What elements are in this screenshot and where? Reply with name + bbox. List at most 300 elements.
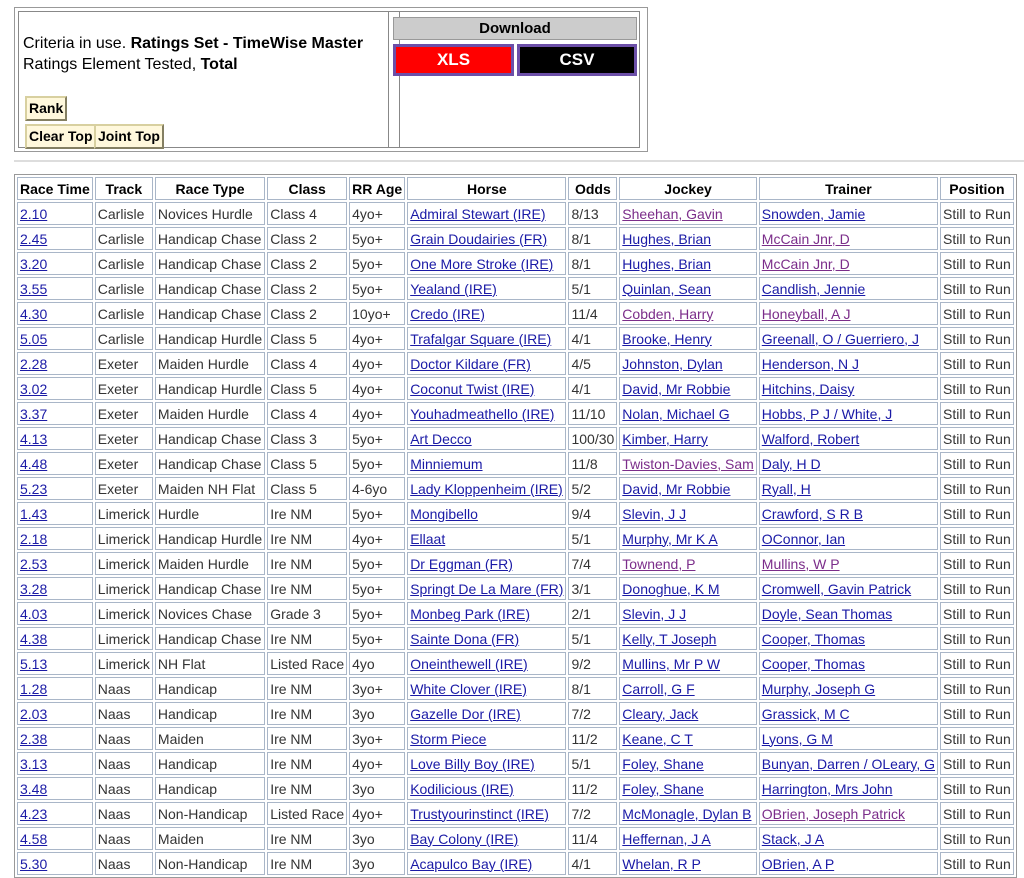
table-row xyxy=(17,552,1014,575)
odds-cell: 5/1 xyxy=(568,752,617,775)
trainer-link[interactable]: Ryall, H xyxy=(761,480,811,497)
track-cell: Naas xyxy=(95,727,153,750)
trainer-cell xyxy=(759,477,938,500)
jockey-cell xyxy=(619,427,756,450)
table-row xyxy=(17,602,1014,625)
trainer-cell xyxy=(759,402,938,425)
csv-download-button[interactable]: CSV xyxy=(517,44,637,76)
age-cell: 4-6yo xyxy=(349,477,405,500)
trainer-cell xyxy=(759,602,938,625)
trainer-cell xyxy=(759,552,938,575)
trainer-cell xyxy=(759,752,938,775)
trainer-link[interactable]: Hitchins, Daisy xyxy=(761,380,855,397)
race-time-link[interactable]: 5.05 xyxy=(20,330,48,347)
age-cell: 4yo+ xyxy=(349,352,405,375)
odds-cell: 5/2 xyxy=(568,477,617,500)
race-type-cell: Handicap xyxy=(155,677,265,700)
element-tested-value: Total xyxy=(200,56,238,73)
race-time-link[interactable]: 4.23 xyxy=(20,805,48,822)
race-type-cell: Handicap Chase xyxy=(155,277,265,300)
horse-link[interactable]: Grain Doudairies (FR) xyxy=(410,230,548,247)
horse-cell xyxy=(407,252,566,275)
horse-link[interactable]: Admiral Stewart (IRE) xyxy=(410,205,546,222)
position-cell: Still to Run xyxy=(940,427,1014,450)
race-time-link[interactable]: 4.13 xyxy=(20,430,48,447)
table-row xyxy=(17,427,1014,450)
trainer-link[interactable]: OBrien, Joseph Patrick xyxy=(761,805,905,822)
trainer-link[interactable]: Candlish, Jennie xyxy=(761,280,866,297)
table-row xyxy=(17,277,1014,300)
races-table-body xyxy=(17,202,1014,875)
jockey-link[interactable]: Slevin, J J xyxy=(622,605,687,622)
horse-cell xyxy=(407,452,566,475)
horse-link[interactable]: Dr Eggman (FR) xyxy=(410,555,513,572)
horse-link[interactable]: Youhadmeathello (IRE) xyxy=(410,405,555,422)
track-cell: Naas xyxy=(95,677,153,700)
table-row xyxy=(17,677,1014,700)
age-cell: 5yo+ xyxy=(349,452,405,475)
horse-link[interactable]: Acapulco Bay (IRE) xyxy=(410,855,533,872)
horse-cell xyxy=(407,777,566,800)
horse-cell xyxy=(407,577,566,600)
race-type-cell: Novices Chase xyxy=(155,602,265,625)
table-header-row xyxy=(17,177,1014,200)
trainer-link[interactable]: Henderson, N J xyxy=(761,355,860,372)
race-type-cell: Maiden Hurdle xyxy=(155,352,265,375)
table-row xyxy=(17,252,1014,275)
race-time-link[interactable]: 4.38 xyxy=(20,630,48,647)
age-cell: 4yo+ xyxy=(349,402,405,425)
horse-link[interactable]: White Clover (IRE) xyxy=(410,680,527,697)
race-time-link[interactable]: 3.55 xyxy=(20,280,48,297)
age-cell: 5yo+ xyxy=(349,252,405,275)
race-type-cell: Handicap Chase xyxy=(155,252,265,275)
trainer-link[interactable]: OConnor, Ian xyxy=(761,530,846,547)
class-cell: Class 4 xyxy=(267,402,347,425)
race-type-cell: Handicap xyxy=(155,777,265,800)
jockey-link[interactable]: Heffernan, J A xyxy=(622,830,711,847)
race-time-cell xyxy=(17,827,93,850)
odds-cell: 8/1 xyxy=(568,677,617,700)
column-header: Jockey xyxy=(619,177,756,200)
race-time-link[interactable]: 2.03 xyxy=(20,705,48,722)
class-cell: Ire NM xyxy=(267,777,347,800)
trainer-link[interactable]: Snowden, Jamie xyxy=(761,205,866,222)
race-time-link[interactable]: 3.37 xyxy=(20,405,48,422)
jockey-link[interactable]: David, Mr Robbie xyxy=(622,380,731,397)
jockey-cell xyxy=(619,402,756,425)
trainer-link[interactable]: OBrien, A P xyxy=(761,855,835,872)
race-time-link[interactable]: 3.48 xyxy=(20,780,48,797)
trainer-link[interactable]: Cromwell, Gavin Patrick xyxy=(761,580,912,597)
horse-link[interactable]: Gazelle Dor (IRE) xyxy=(410,705,521,722)
horse-link[interactable]: Doctor Kildare (FR) xyxy=(410,355,531,372)
horse-link[interactable]: Art Decco xyxy=(410,430,472,447)
class-cell: Ire NM xyxy=(267,702,347,725)
race-type-cell: Handicap Chase xyxy=(155,627,265,650)
race-time-link[interactable]: 5.23 xyxy=(20,480,48,497)
column-header: Position xyxy=(940,177,1014,200)
table-row xyxy=(17,202,1014,225)
track-cell: Carlisle xyxy=(95,202,153,225)
trainer-link[interactable]: Walford, Robert xyxy=(761,430,860,447)
trainer-link[interactable]: Hobbs, P J / White, J xyxy=(761,405,893,422)
table-row xyxy=(17,727,1014,750)
jockey-cell xyxy=(619,802,756,825)
jockey-link[interactable]: Whelan, R P xyxy=(622,855,701,872)
race-time-link[interactable]: 2.38 xyxy=(20,730,48,747)
odds-cell: 8/1 xyxy=(568,227,617,250)
horse-cell xyxy=(407,477,566,500)
trainer-link[interactable]: Mullins, W P xyxy=(761,555,840,572)
table-row xyxy=(17,402,1014,425)
horse-link[interactable]: Yealand (IRE) xyxy=(410,280,497,297)
class-cell: Class 5 xyxy=(267,327,347,350)
race-time-link[interactable]: 3.02 xyxy=(20,380,48,397)
race-time-link[interactable]: 3.13 xyxy=(20,755,48,772)
trainer-link[interactable]: Daly, H D xyxy=(761,455,821,472)
track-cell: Naas xyxy=(95,802,153,825)
class-cell: Listed Race xyxy=(267,802,347,825)
position-cell: Still to Run xyxy=(940,702,1014,725)
age-cell: 4yo+ xyxy=(349,527,405,550)
track-cell: Exeter xyxy=(95,427,153,450)
jockey-link[interactable]: Carroll, G F xyxy=(622,680,695,697)
class-cell: Class 5 xyxy=(267,477,347,500)
age-cell: 3yo+ xyxy=(349,677,405,700)
horse-cell xyxy=(407,227,566,250)
jockey-link[interactable]: Cleary, Jack xyxy=(622,705,699,722)
race-time-cell xyxy=(17,752,93,775)
table-row xyxy=(17,652,1014,675)
jockey-cell xyxy=(619,577,756,600)
trainer-link[interactable]: Harrington, Mrs John xyxy=(761,780,893,797)
position-cell: Still to Run xyxy=(940,402,1014,425)
horse-link[interactable]: One More Stroke (IRE) xyxy=(410,255,554,272)
odds-cell: 100/30 xyxy=(568,427,617,450)
jockey-cell xyxy=(619,727,756,750)
rank-button[interactable]: Rank xyxy=(25,96,67,121)
odds-cell: 4/1 xyxy=(568,327,617,350)
class-cell: Class 2 xyxy=(267,277,347,300)
race-type-cell: Hurdle xyxy=(155,502,265,525)
table-row xyxy=(17,852,1014,875)
position-cell: Still to Run xyxy=(940,352,1014,375)
race-time-link[interactable]: 2.28 xyxy=(20,355,48,372)
age-cell: 3yo xyxy=(349,852,405,875)
horse-link[interactable]: Trafalgar Square (IRE) xyxy=(410,330,552,347)
odds-cell: 5/1 xyxy=(568,627,617,650)
race-time-link[interactable]: 1.43 xyxy=(20,505,48,522)
track-cell: Exeter xyxy=(95,352,153,375)
race-time-cell xyxy=(17,702,93,725)
age-cell: 4yo xyxy=(349,652,405,675)
xls-download-button[interactable]: XLS xyxy=(393,44,514,76)
position-cell: Still to Run xyxy=(940,252,1014,275)
horse-link[interactable]: Lady Kloppenheim (IRE) xyxy=(410,480,563,497)
class-cell: Class 5 xyxy=(267,377,347,400)
race-time-link[interactable]: 2.45 xyxy=(20,230,48,247)
horse-link[interactable]: Bay Colony (IRE) xyxy=(410,830,519,847)
table-row xyxy=(17,452,1014,475)
jockey-link[interactable]: Foley, Shane xyxy=(622,755,704,772)
jockey-link[interactable]: Quinlan, Sean xyxy=(622,280,712,297)
jockey-cell xyxy=(619,627,756,650)
race-time-link[interactable]: 4.03 xyxy=(20,605,48,622)
race-time-cell xyxy=(17,302,93,325)
jockey-link[interactable]: McMonagle, Dylan B xyxy=(622,805,752,822)
jockey-cell xyxy=(619,277,756,300)
trainer-link[interactable]: McCain Jnr, D xyxy=(761,230,850,247)
jockey-link[interactable]: Hughes, Brian xyxy=(622,255,712,272)
horse-link[interactable]: Mongibello xyxy=(410,505,478,522)
track-cell: Limerick xyxy=(95,652,153,675)
age-cell: 5yo+ xyxy=(349,552,405,575)
horse-cell xyxy=(407,527,566,550)
races-table xyxy=(14,174,1017,878)
horse-cell xyxy=(407,852,566,875)
position-cell: Still to Run xyxy=(940,752,1014,775)
odds-cell: 11/8 xyxy=(568,452,617,475)
column-header: RR Age xyxy=(349,177,405,200)
race-time-cell xyxy=(17,802,93,825)
jockey-cell xyxy=(619,527,756,550)
position-cell: Still to Run xyxy=(940,302,1014,325)
race-type-cell: Handicap xyxy=(155,702,265,725)
jockey-link[interactable]: Kimber, Harry xyxy=(622,430,708,447)
class-cell: Class 4 xyxy=(267,202,347,225)
track-cell: Limerick xyxy=(95,552,153,575)
position-cell: Still to Run xyxy=(940,452,1014,475)
trainer-link[interactable]: Greenall, O / Guerriero, J xyxy=(761,330,919,347)
horse-cell xyxy=(407,202,566,225)
jockey-link[interactable]: Johnston, Dylan xyxy=(622,355,723,372)
jockey-link[interactable]: Nolan, Michael G xyxy=(622,405,730,422)
position-cell: Still to Run xyxy=(940,227,1014,250)
jockey-cell xyxy=(619,327,756,350)
race-time-link[interactable]: 2.10 xyxy=(20,205,48,222)
position-cell: Still to Run xyxy=(940,602,1014,625)
joint-top-button[interactable]: Joint Top xyxy=(94,124,164,149)
jockey-link[interactable]: Foley, Shane xyxy=(622,780,704,797)
trainer-link[interactable]: Cooper, Thomas xyxy=(761,630,866,647)
class-cell: Ire NM xyxy=(267,527,347,550)
odds-cell: 8/13 xyxy=(568,202,617,225)
horse-cell xyxy=(407,402,566,425)
jockey-link[interactable]: Slevin, J J xyxy=(622,505,687,522)
race-type-cell: Handicap Chase xyxy=(155,577,265,600)
position-cell: Still to Run xyxy=(940,802,1014,825)
table-row xyxy=(17,627,1014,650)
jockey-link[interactable]: Brooke, Henry xyxy=(622,330,712,347)
race-time-link[interactable]: 2.18 xyxy=(20,530,48,547)
jockey-link[interactable]: Mullins, Mr P W xyxy=(622,655,721,672)
horse-link[interactable]: Monbeg Park (IRE) xyxy=(410,605,531,622)
jockey-link[interactable]: Murphy, Mr K A xyxy=(622,530,718,547)
horse-link[interactable]: Ellaat xyxy=(410,530,446,547)
race-time-cell xyxy=(17,377,93,400)
jockey-link[interactable]: Sheehan, Gavin xyxy=(622,205,723,222)
race-type-cell: Handicap Chase xyxy=(155,452,265,475)
age-cell: 4yo+ xyxy=(349,377,405,400)
race-type-cell: Handicap Hurdle xyxy=(155,527,265,550)
position-cell: Still to Run xyxy=(940,727,1014,750)
horse-link[interactable]: Minniemum xyxy=(410,455,483,472)
class-cell: Grade 3 xyxy=(267,602,347,625)
race-time-link[interactable]: 1.28 xyxy=(20,680,48,697)
trainer-cell xyxy=(759,702,938,725)
jockey-link[interactable]: Townend, P xyxy=(622,555,696,572)
jockey-link[interactable]: Twiston-Davies, Sam xyxy=(622,455,754,472)
horse-link[interactable]: Love Billy Boy (IRE) xyxy=(410,755,535,772)
track-cell: Exeter xyxy=(95,452,153,475)
jockey-link[interactable]: Hughes, Brian xyxy=(622,230,712,247)
race-time-cell xyxy=(17,202,93,225)
horse-cell xyxy=(407,802,566,825)
race-type-cell: Non-Handicap xyxy=(155,852,265,875)
age-cell: 5yo+ xyxy=(349,502,405,525)
position-cell: Still to Run xyxy=(940,577,1014,600)
table-row xyxy=(17,527,1014,550)
download-title: Download xyxy=(393,17,637,40)
race-time-cell xyxy=(17,627,93,650)
jockey-cell xyxy=(619,227,756,250)
track-cell: Limerick xyxy=(95,627,153,650)
age-cell: 4yo+ xyxy=(349,202,405,225)
trainer-link[interactable]: Grassick, M C xyxy=(761,705,850,722)
age-cell: 5yo+ xyxy=(349,277,405,300)
trainer-link[interactable]: Cooper, Thomas xyxy=(761,655,866,672)
trainer-cell xyxy=(759,827,938,850)
trainer-cell xyxy=(759,227,938,250)
odds-cell: 4/1 xyxy=(568,377,617,400)
race-time-link[interactable]: 5.13 xyxy=(20,655,48,672)
download-box xyxy=(388,11,640,148)
jockey-cell xyxy=(619,452,756,475)
race-time-cell xyxy=(17,552,93,575)
table-row xyxy=(17,302,1014,325)
race-type-cell: Handicap xyxy=(155,752,265,775)
odds-cell: 7/4 xyxy=(568,552,617,575)
clear-top-button[interactable]: Clear Top xyxy=(25,124,97,149)
trainer-cell xyxy=(759,727,938,750)
element-tested-line xyxy=(23,56,238,74)
horse-link[interactable]: Credo (IRE) xyxy=(410,305,485,322)
jockey-cell xyxy=(619,202,756,225)
horse-link[interactable]: Trustyourinstinct (IRE) xyxy=(410,805,549,822)
jockey-link[interactable]: Keane, C T xyxy=(622,730,693,747)
class-cell: Class 4 xyxy=(267,352,347,375)
track-cell: Carlisle xyxy=(95,277,153,300)
horse-cell xyxy=(407,327,566,350)
horse-cell xyxy=(407,302,566,325)
trainer-cell xyxy=(759,202,938,225)
criteria-box xyxy=(18,11,400,148)
race-time-cell xyxy=(17,427,93,450)
top-panel xyxy=(14,7,648,152)
trainer-cell xyxy=(759,802,938,825)
table-row xyxy=(17,327,1014,350)
race-time-cell xyxy=(17,502,93,525)
track-cell: Limerick xyxy=(95,502,153,525)
trainer-link[interactable]: McCain Jnr, D xyxy=(761,255,850,272)
horse-cell xyxy=(407,677,566,700)
age-cell: 5yo+ xyxy=(349,227,405,250)
class-cell: Ire NM xyxy=(267,827,347,850)
horse-link[interactable]: Springt De La Mare (FR) xyxy=(410,580,564,597)
race-type-cell: Novices Hurdle xyxy=(155,202,265,225)
trainer-cell xyxy=(759,252,938,275)
trainer-cell xyxy=(759,302,938,325)
trainer-link[interactable]: Stack, J A xyxy=(761,830,825,847)
jockey-cell xyxy=(619,702,756,725)
jockey-link[interactable]: David, Mr Robbie xyxy=(622,480,731,497)
horse-link[interactable]: Oneinthewell (IRE) xyxy=(410,655,528,672)
horse-cell xyxy=(407,827,566,850)
race-time-link[interactable]: 4.30 xyxy=(20,305,48,322)
horse-cell xyxy=(407,502,566,525)
race-time-link[interactable]: 5.30 xyxy=(20,855,48,872)
odds-cell: 11/2 xyxy=(568,727,617,750)
odds-cell: 5/1 xyxy=(568,277,617,300)
horse-cell xyxy=(407,277,566,300)
class-cell: Class 5 xyxy=(267,452,347,475)
horse-link[interactable]: Storm Piece xyxy=(410,730,487,747)
horse-cell xyxy=(407,427,566,450)
table-row xyxy=(17,752,1014,775)
track-cell: Limerick xyxy=(95,577,153,600)
trainer-link[interactable]: Bunyan, Darren / OLeary, G xyxy=(761,755,936,772)
race-time-link[interactable]: 4.58 xyxy=(20,830,48,847)
horse-link[interactable]: Coconut Twist (IRE) xyxy=(410,380,535,397)
table-row xyxy=(17,352,1014,375)
track-cell: Carlisle xyxy=(95,227,153,250)
jockey-link[interactable]: Kelly, T Joseph xyxy=(622,630,717,647)
race-type-cell: Maiden Hurdle xyxy=(155,402,265,425)
race-time-link[interactable]: 2.53 xyxy=(20,555,48,572)
trainer-link[interactable]: Lyons, G M xyxy=(761,730,833,747)
trainer-link[interactable]: Doyle, Sean Thomas xyxy=(761,605,893,622)
class-cell: Ire NM xyxy=(267,727,347,750)
column-header: Race Time xyxy=(17,177,93,200)
race-time-cell xyxy=(17,577,93,600)
trainer-link[interactable]: Crawford, S R B xyxy=(761,505,863,522)
age-cell: 3yo xyxy=(349,777,405,800)
trainer-link[interactable]: Murphy, Joseph G xyxy=(761,680,876,697)
position-cell: Still to Run xyxy=(940,527,1014,550)
position-cell: Still to Run xyxy=(940,827,1014,850)
odds-cell: 11/4 xyxy=(568,827,617,850)
age-cell: 5yo+ xyxy=(349,577,405,600)
race-time-link[interactable]: 4.48 xyxy=(20,455,48,472)
race-time-cell xyxy=(17,777,93,800)
age-cell: 3yo+ xyxy=(349,727,405,750)
odds-cell: 3/1 xyxy=(568,577,617,600)
race-time-link[interactable]: 3.28 xyxy=(20,580,48,597)
trainer-link[interactable]: Honeyball, A J xyxy=(761,305,851,322)
jockey-link[interactable]: Donoghue, K M xyxy=(622,580,720,597)
table-row xyxy=(17,802,1014,825)
position-cell: Still to Run xyxy=(940,852,1014,875)
horse-link[interactable]: Sainte Dona (FR) xyxy=(410,630,520,647)
race-time-link[interactable]: 3.20 xyxy=(20,255,48,272)
odds-cell: 7/2 xyxy=(568,702,617,725)
jockey-link[interactable]: Cobden, Harry xyxy=(622,305,714,322)
track-cell: Naas xyxy=(95,852,153,875)
horse-link[interactable]: Kodilicious (IRE) xyxy=(410,780,514,797)
class-cell: Class 2 xyxy=(267,252,347,275)
age-cell: 4yo+ xyxy=(349,327,405,350)
